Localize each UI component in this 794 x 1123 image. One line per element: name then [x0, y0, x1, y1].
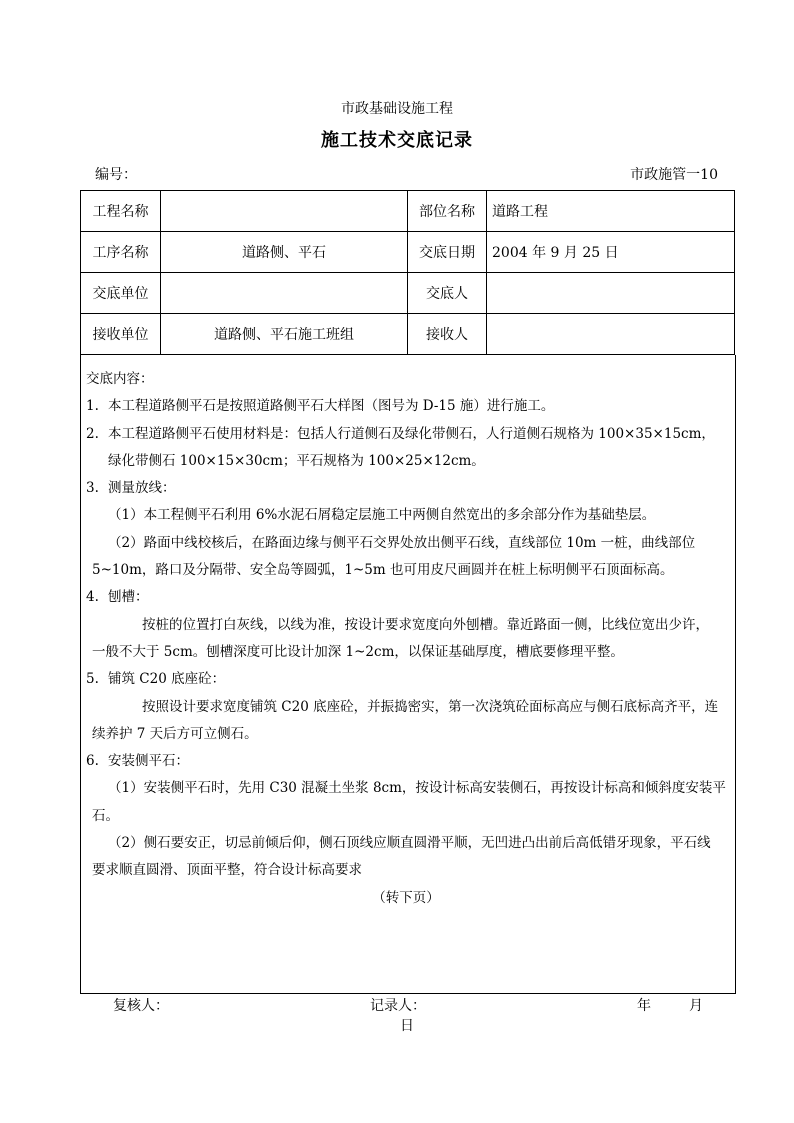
list-item-continued: 绿化带侧石 100×15×30cm；平石规格为 100×25×12cm。	[108, 452, 485, 469]
list-item: 1. 本工程道路侧平石是按照道路侧平石大样图（图号为 D-15 施）进行施工。	[86, 398, 555, 415]
process-label: 工序名称	[81, 232, 161, 273]
paragraph: 按桩的位置打白灰线，以线为准，按设计要求宽度向外刨槽。靠近路面一侧，比线位宽出少许，	[142, 616, 709, 633]
table-row	[81, 314, 735, 355]
info-table	[80, 190, 735, 355]
content-heading: 交底内容：	[86, 371, 154, 387]
table-row	[81, 232, 735, 273]
part-name-value: 道路工程	[487, 191, 735, 232]
project-name-label: 工程名称	[81, 191, 161, 232]
document-title: 施工技术交底记录	[321, 130, 473, 151]
doc-number-value: 市政施管一10	[630, 167, 718, 183]
receiver-value	[487, 314, 735, 355]
deliverer-label: 交底人	[408, 273, 487, 314]
handover-content	[86, 366, 726, 912]
footer-month: 月	[689, 998, 703, 1014]
list-item: 4. 刨槽：	[86, 589, 149, 606]
footer-day: 日	[400, 1018, 414, 1034]
reviewer-label: 复核人：	[113, 998, 169, 1014]
document-subtitle: 市政基础设施工程	[341, 101, 453, 117]
sub-item: （1）本工程侧平石利用 6%水泥石屑稳定层施工中两侧自然宽出的多余部分作为基础垫层。	[108, 507, 656, 524]
doc-number-label: 编号：	[95, 167, 137, 183]
table-row	[81, 191, 735, 232]
sub-item: （2）路面中线校核后，在路面边缘与侧平石交界处放出侧平石线，直线部位 10m 一桩，曲线部位	[108, 534, 696, 551]
sub-item: （1）安装侧平石时，先用 C30 混凝土坐浆 8cm，按设计标高安装侧石，再按设计标高和倾斜度安装平	[108, 780, 726, 797]
list-item: 2. 本工程道路侧平石使用材料是：包括人行道侧石及绿化带侧石，人行道侧石规格为 100×35×15cm，	[86, 425, 715, 442]
delivering-unit-value	[161, 273, 408, 314]
receiving-unit-value: 道路侧、平石施工班组	[161, 314, 408, 355]
sub-item-continued: 要求顺直圆滑、顶面平整，符合设计标高要求	[92, 862, 362, 879]
table-row	[81, 273, 735, 314]
list-item: 3. 测量放线：	[86, 480, 176, 497]
paragraph: 按照设计要求宽度铺筑 C20 底座砼，并振捣密实，第一次浇筑砼面标高应与侧石底标高齐平，连	[142, 698, 719, 715]
part-name-label: 部位名称	[408, 191, 487, 232]
project-name-value	[161, 191, 408, 232]
recorder-label: 记录人：	[370, 998, 426, 1014]
date-value: 2004 年 9 月 25 日	[487, 232, 735, 273]
sub-item: （2）侧石要安正，切忌前倾后仰，侧石顶线应顺直圆滑平顺，无凹进凸出前后高低错牙现象，平石线	[108, 835, 711, 852]
sub-item-continued: 石。	[92, 807, 119, 824]
receiver-label: 接收人	[408, 314, 487, 355]
paragraph-continued: 续养护 7 天后方可立侧石。	[92, 725, 258, 742]
sub-item-continued: 5~10m，路口及分隔带、安全岛等圆弧，1~5m 也可用皮尺画圆并在桩上标明侧平石顶面标高。	[92, 562, 674, 579]
deliverer-value	[487, 273, 735, 314]
receiving-unit-label: 接收单位	[81, 314, 161, 355]
list-item: 5. 铺筑 C20 底座砼：	[86, 671, 226, 688]
footer-year: 年	[637, 998, 651, 1014]
process-value: 道路侧、平石	[161, 232, 408, 273]
paragraph-continued: 一般不大于 5cm。刨槽深度可比设计加深 1~2cm，以保证基础厚度，槽底要修理平整。	[92, 643, 624, 660]
list-item: 6. 安装侧平石：	[86, 753, 189, 770]
date-label: 交底日期	[408, 232, 487, 273]
delivering-unit-label: 交底单位	[81, 273, 161, 314]
turn-page-note: （转下页）	[372, 889, 440, 906]
